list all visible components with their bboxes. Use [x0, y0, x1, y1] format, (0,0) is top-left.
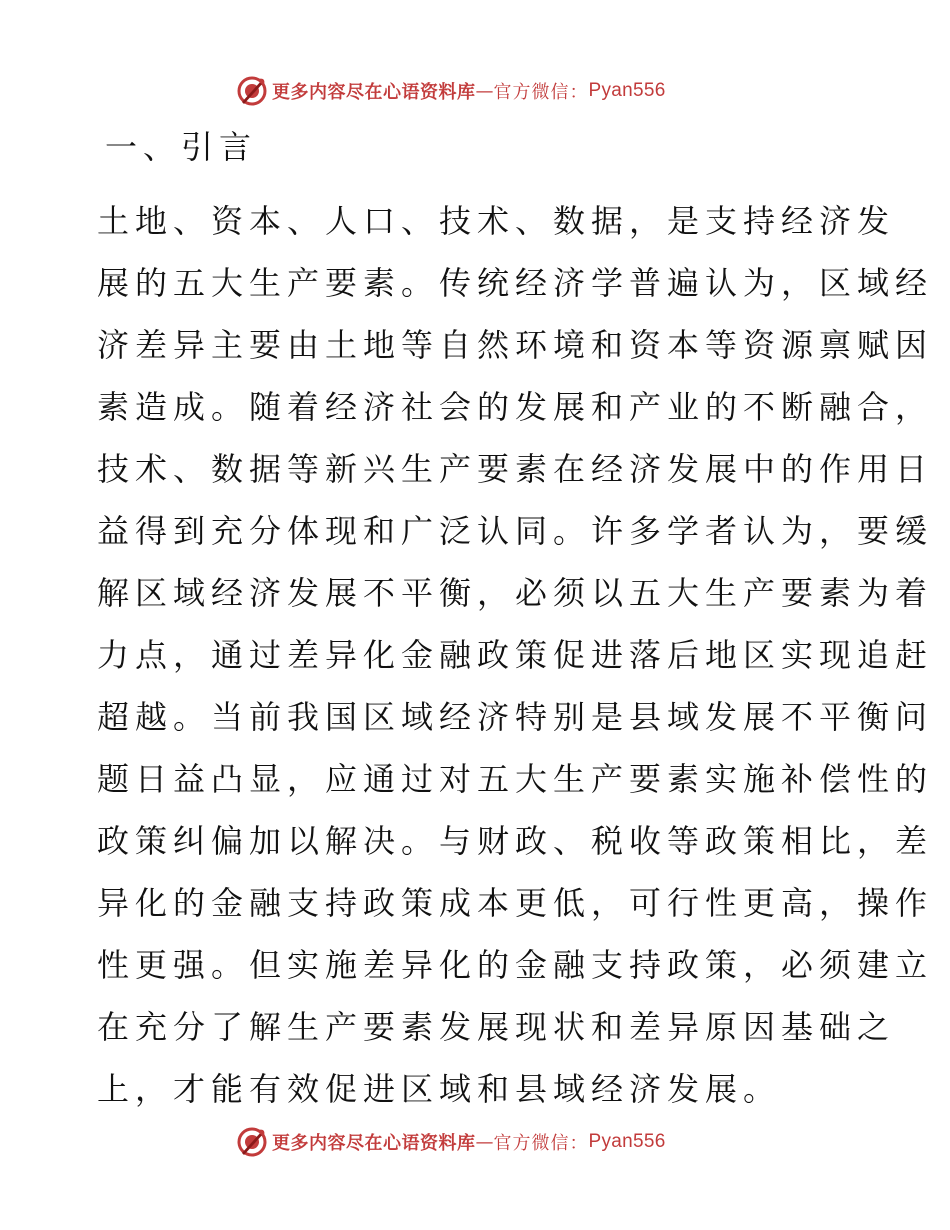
paragraph-line: 展的五大生产要素。传统经济学普遍认为，区域经 [97, 264, 934, 302]
paragraph-line: 力点，通过差异化金融政策促进落后地区实现追赶 [97, 636, 934, 674]
paragraph-line: 解区域经济发展不平衡，必须以五大生产要素为着 [97, 574, 934, 612]
paragraph-line: 技术、数据等新兴生产要素在经济发展中的作用日 [97, 450, 934, 488]
paragraph-line: 性更强。但实施差异化的金融支持政策，必须建立 [97, 946, 934, 984]
paragraph-line: 益得到充分体现和广泛认同。许多学者认为，要缓 [97, 512, 934, 550]
watermark-title: 更多内容尽在心语资料库 [272, 82, 476, 103]
section-heading: 一、引言 [105, 128, 258, 166]
watermark-wechat-id: Pyan556 [588, 80, 666, 101]
paragraph-line: 超越。当前我国区域经济特别是县域发展不平衡问 [97, 698, 934, 736]
paragraph-line: 题日益凸显，应通过对五大生产要素实施补偿性的 [97, 760, 934, 798]
watermark-contact-label: 官方微信： [493, 1133, 589, 1154]
watermark-wechat-id: Pyan556 [588, 1131, 666, 1152]
header-watermark [236, 74, 666, 108]
paragraph-line: 素造成。随着经济社会的发展和产业的不断融合， [97, 388, 934, 426]
paragraph-line: 异化的金融支持政策成本更低，可行性更高，操作 [97, 884, 934, 922]
watermark-contact-label: 官方微信： [493, 82, 589, 103]
watermark-dash: — [475, 1131, 494, 1153]
watermark-dash: — [475, 80, 494, 102]
quill-logo-icon [236, 75, 268, 107]
body-paragraph [97, 190, 934, 1120]
paragraph-line: 政策纠偏加以解决。与财政、税收等政策相比，差 [97, 822, 934, 860]
quill-logo-icon [236, 1126, 268, 1158]
paragraph-line: 上，才能有效促进区域和县域经济发展。 [97, 1070, 782, 1108]
footer-watermark [236, 1125, 666, 1159]
watermark-title: 更多内容尽在心语资料库 [272, 1133, 476, 1154]
paragraph-line: 济差异主要由土地等自然环境和资本等资源禀赋因 [97, 326, 934, 364]
paragraph-line: 土地、资本、人口、技术、数据，是支持经济发 [97, 202, 896, 240]
paragraph-line: 在充分了解生产要素发展现状和差异原因基础之 [97, 1008, 896, 1046]
